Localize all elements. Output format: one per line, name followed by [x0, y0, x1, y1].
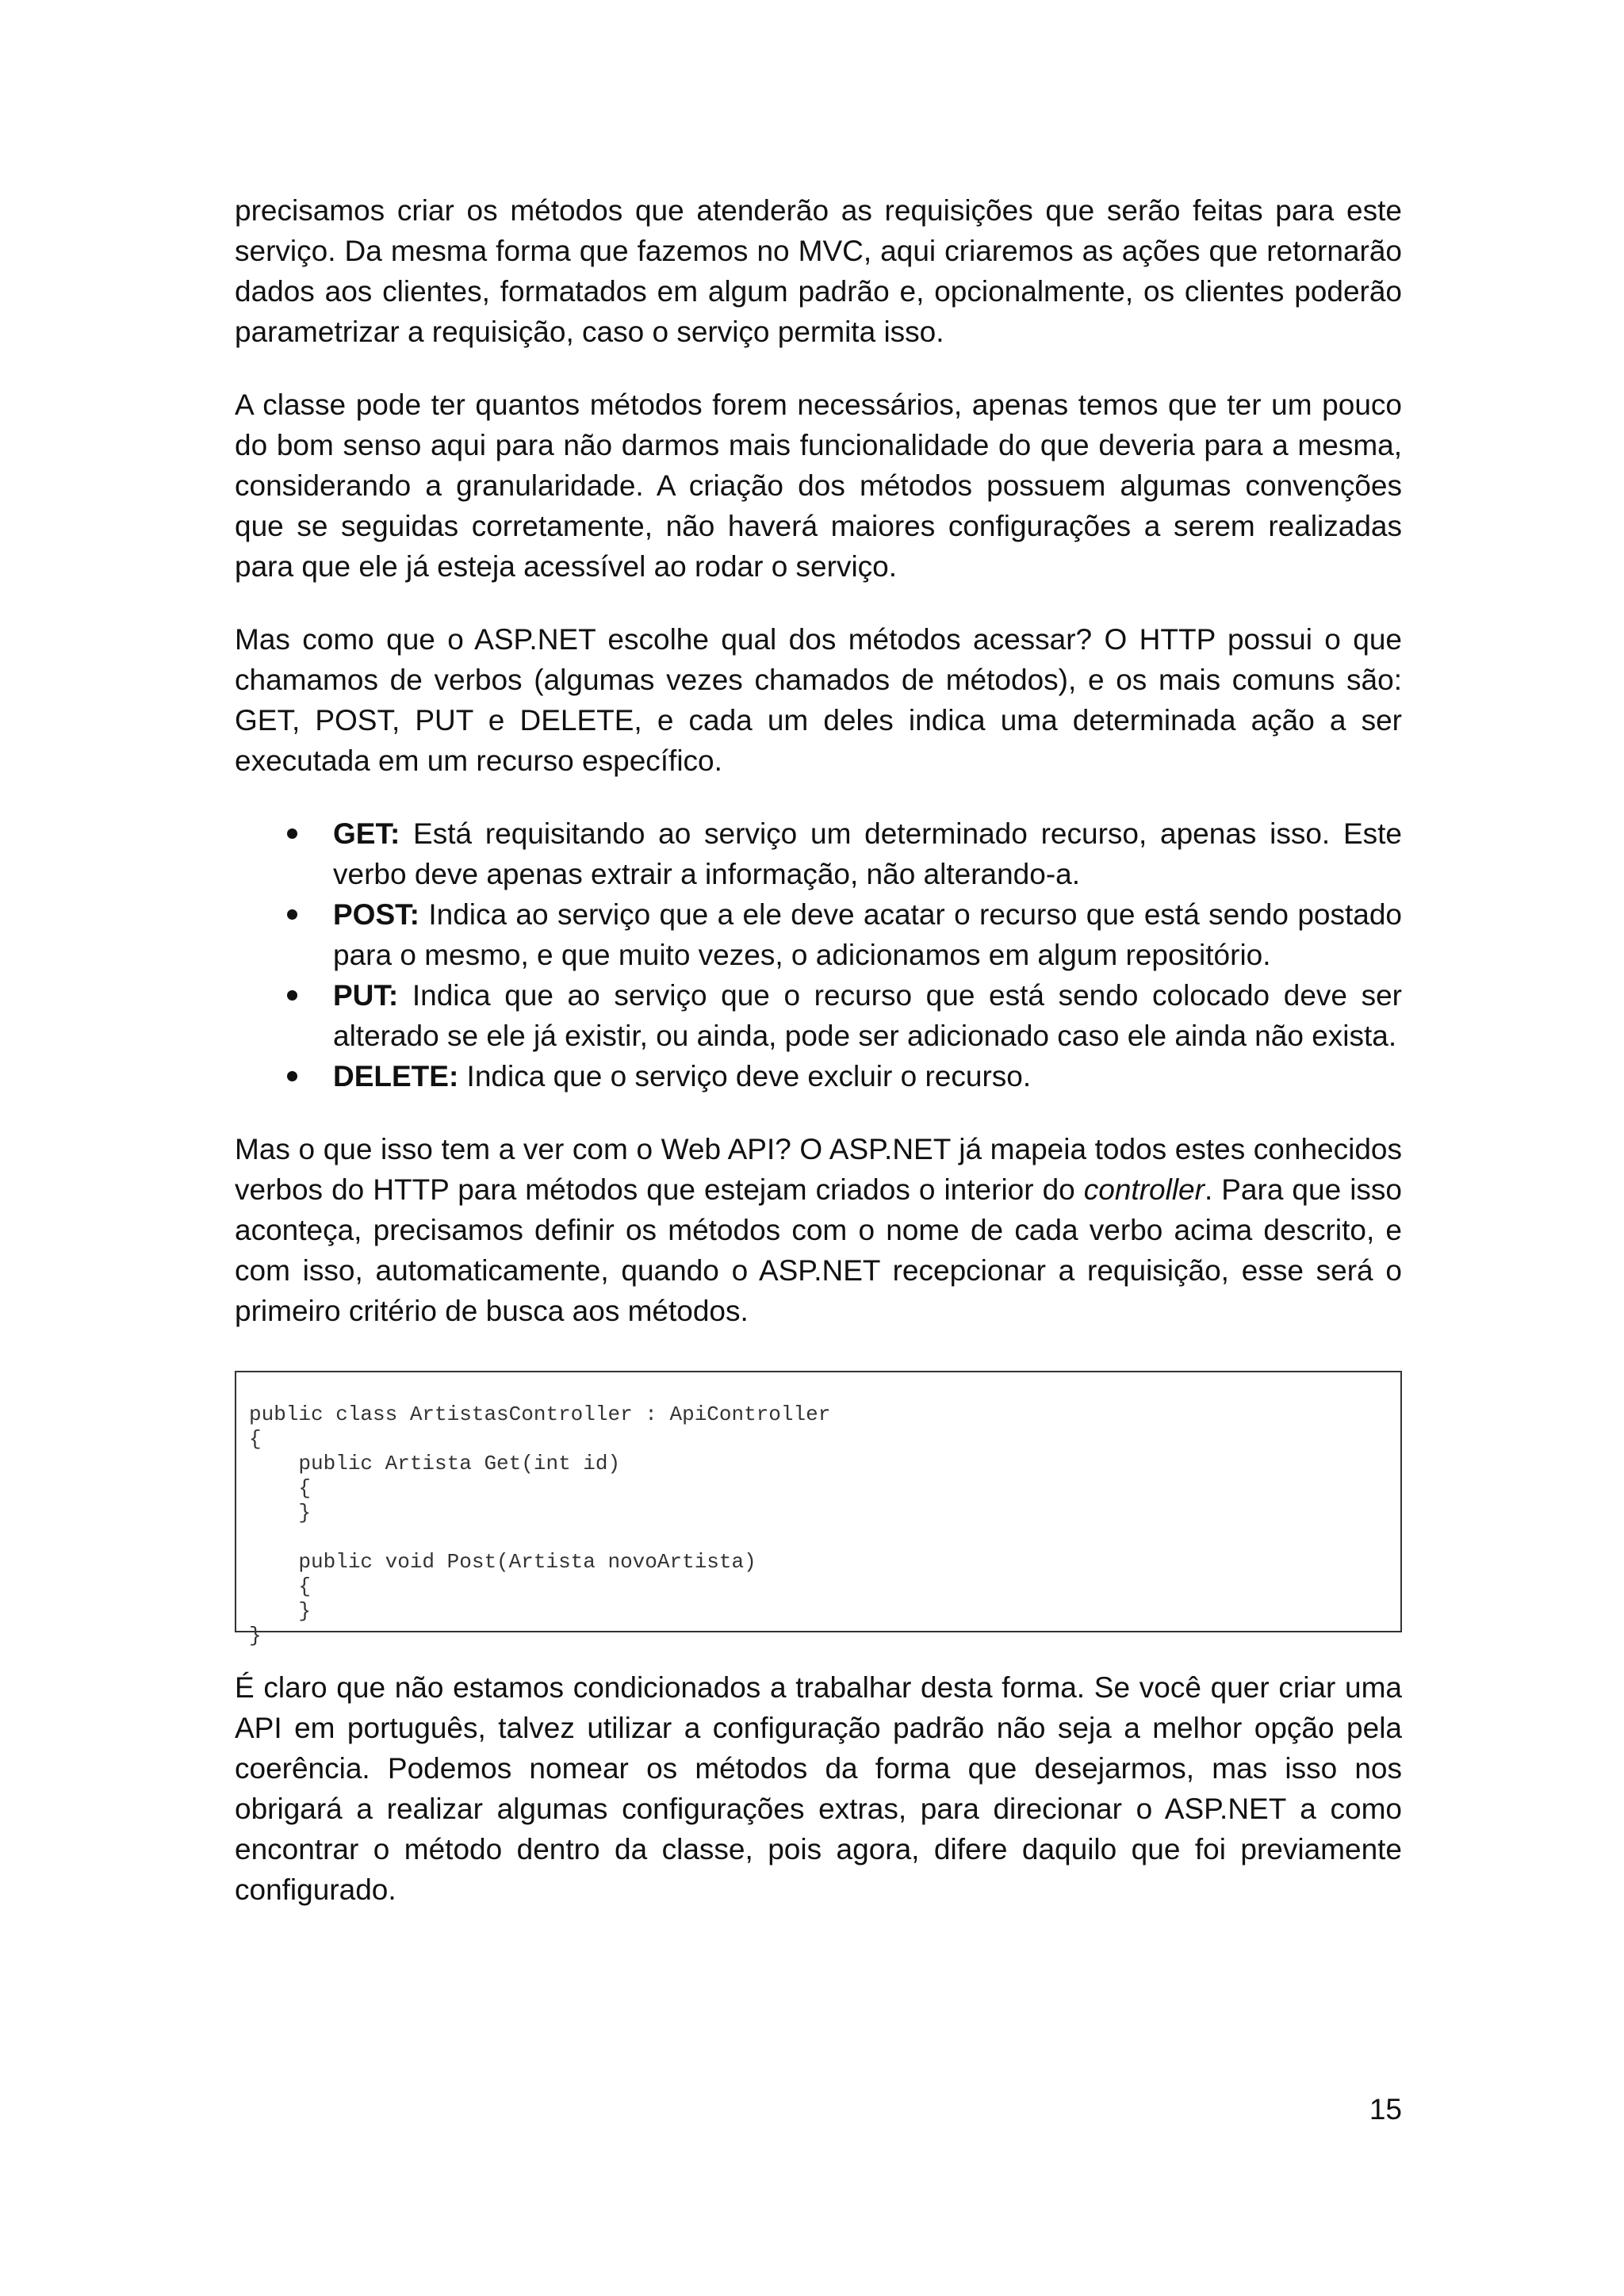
paragraph-3: Mas como que o ASP.NET escolhe qual dos métodos acessar? O HTTP possui o que chamamos de verbos (algumas vezes chamados de métodos), e os mais comuns são: GET, POST, PUT e DELETE, e cada um deles indica uma determinada ação a ser executada em um recurso específico. — [235, 623, 1402, 777]
verb-term: PUT: — [333, 979, 399, 1012]
verb-term: POST: — [333, 898, 419, 931]
bullet-icon — [287, 909, 297, 920]
code-line: } — [249, 1624, 262, 1647]
code-line — [249, 1525, 1388, 1550]
paragraph-4-italic: controller — [1083, 1173, 1205, 1206]
page-number: 15 — [1369, 2093, 1402, 2126]
code-line: public class ArtistasController : ApiController — [249, 1402, 831, 1426]
code-line: } — [249, 1501, 312, 1525]
list-item-get — [333, 813, 1402, 894]
paragraph-4-after: . Para que isso aconteça, precisamos definir os métodos com o nome de cada verbo acima descrito, e com isso, automaticamente, quando o ASP.NET recepcionar a requisição, esse será o primeiro critério de busca aos métodos. — [235, 1173, 1402, 1327]
verb-term: GET: — [333, 817, 400, 850]
verb-description: Indica que o serviço deve excluir o recurso. — [458, 1060, 1032, 1093]
code-line: public Artista Get(int id) — [249, 1452, 621, 1475]
bullet-icon — [287, 990, 297, 1001]
paragraph-1: precisamos criar os métodos que atenderão as requisições que serão feitas para este serviço. Da mesma forma que fazemos no MVC, aqui criaremos as ações que retornarão dados aos clientes, formatados em algum padrão e, opcionalmente, os clientes poderão parametrizar a requisição, caso o serviço permita isso. — [235, 194, 1402, 348]
code-line: public void Post(Artista novoArtista) — [249, 1550, 756, 1574]
paragraph-2: A classe pode ter quantos métodos forem necessários, apenas temos que ter um pouco do bom senso aqui para não darmos mais funcionalidade do que deveria para a mesma, considerando a granularidade. A criação dos métodos possuem algumas convenções que se seguidas corretamente, não haverá maiores configurações a serem realizadas para que ele já esteja acessível ao rodar o serviço. — [235, 388, 1402, 583]
bullet-icon — [287, 828, 297, 839]
paragraph-5: É claro que não estamos condicionados a trabalhar desta forma. Se você quer criar uma API em português, talvez utilizar a configuração padrão não seja a melhor opção pela coerência. Podemos nomear os métodos da forma que desejarmos, mas isso nos obrigará a realizar algumas configurações extras, para direcionar o ASP.NET a como encontrar o método dentro da classe, pois agora, difere daquilo que foi previamente configurado. — [235, 1671, 1402, 1906]
code-line: { — [249, 1575, 312, 1598]
http-verbs-list — [235, 813, 1402, 1096]
list-item-put — [333, 975, 1402, 1056]
code-line: { — [249, 1427, 262, 1451]
code-line: } — [249, 1599, 312, 1623]
paragraph-4-before: Mas o que isso tem a ver com o Web API? O ASP.NET já mapeia todos estes conhecidos verbos do HTTP para métodos que estejam criados o interior do — [235, 1133, 1402, 1206]
verb-description: Indica que ao serviço que o recurso que está sendo colocado deve ser alterado se ele já existir, ou ainda, pode ser adicionado caso ele ainda não exista. — [333, 979, 1402, 1052]
code-line: { — [249, 1476, 312, 1500]
paragraph-4 — [235, 1129, 1402, 1331]
list-item-delete — [333, 1056, 1402, 1096]
verb-term: DELETE: — [333, 1060, 459, 1093]
verb-description: Indica ao serviço que a ele deve acatar o recurso que está sendo postado para o mesmo, e que muito vezes, o adicionamos em algum repositório. — [333, 898, 1402, 971]
code-block — [235, 1371, 1402, 1647]
verb-description: Está requisitando ao serviço um determinado recurso, apenas isso. Este verbo deve apenas extrair a informação, não alterando-a. — [333, 817, 1402, 890]
bullet-icon — [287, 1071, 297, 1081]
document-page — [235, 190, 1402, 1942]
list-item-post — [333, 894, 1402, 975]
